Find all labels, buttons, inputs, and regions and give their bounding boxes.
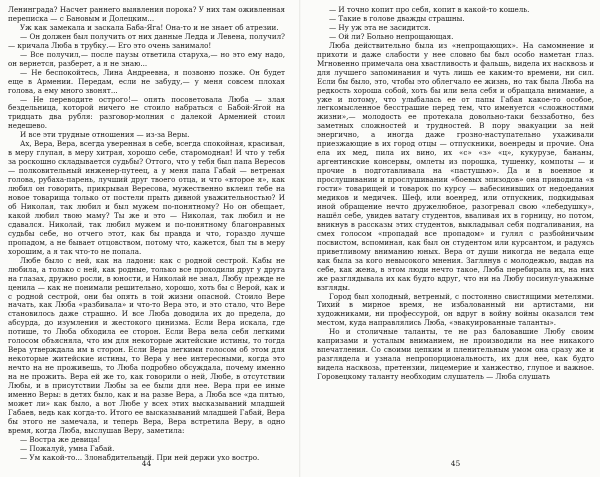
paragraph: Но и столичные таланты, те не раз баловавшие Любу своим капризами и усталым вниманием, не производили на нее никакого впечатления. Со своими цепким и пленительным умом она сразу же и разглядела и узнала непропорциональность, их для нее, как будто видела насквозь, претензии, лицемерие и ханжество, глупое и важное. Горовецкому таланту необходим слушатель — Люба слушать xyxy=(317,327,594,382)
paragraph: — Он должен был получить от них данные Ледда и Левена, получил? — кричала Люба в трубку.— Его это очень занимало! xyxy=(8,31,285,50)
paragraph: Город был холодный, ветреный, с постоянно свистящими метелями. Тихий в мирное время, не избалованный ни артистами, ни художниками, ни профессурой, он вдруг в войну войны оказался тем местом, куда направлялись Люба, «эвакуированные таланты». xyxy=(317,291,594,328)
left-page xyxy=(8,6,285,472)
paragraph: — Ум какой-то... Злонабдительный. При ней держи ухо востро. xyxy=(20,452,260,462)
paragraph: И все эти трудные отношения — из-за Веры. xyxy=(20,130,190,140)
paragraph: — Востра же девица! xyxy=(20,434,101,444)
paragraph: — Все получил,— после паузы ответила старуха,— но это ему надо, он вернется, разберет, а я не знаю... xyxy=(8,49,285,68)
paragraph: — Такие в голове дважды страшны. xyxy=(329,13,465,23)
paragraph: Ах, Вера, Вера, всегда уверенная в себе, всегда спокойная, красивая, в меру глупая, в меру хитрая, хорошо себе, старомодная! И что у тебя за роскошно складывается судьбы? Оттого, что у тебя был папа Вересов — полковительный инженер-путеец, а у меня папа Габай — ветреная голова, рубаха-парень, лучший друг твоего отца, и что «второе я», как любил он говорить, прикрывая Вересова, мужественно вклеил тебе на новое товарища только от постели прыть дивной уважительностью? И об Николая, так любил и был мужем по-понятному? Но он обещает, какой любил твою маму? Ты же и это — Николая, так любил и не сдавался. Николай, так любил мужем и по-понятному благонравных судьбы себе, но отчего этот, как бы правда и что, гораздо лучше пропадом, а не бывает отцовством, потому что, кажется, был ты в меру хорошим, а я так что-то не попала. xyxy=(8,139,285,256)
paragraph: Любе было с ней, как на ладони: как с родной сестрой. Кабы не любила, а только с ней, как родные, только все проходили друг у друга на глазах, дружно росли, в юности, и Николай не знал, Любу прежде не ценила — как не понимали решительно, хорошо, хоть бы с Верой, как и с родной сестрой, они бы опять в той жизни опасной. Стоило Вере начать, как Люба «разбивала» и что-то Вера это, и это стало, что Вере становилось даже страшно. И все Люба доводила их до предела, до абсурда, до изумления и жестокого цинизма. Если Вера искала, где потише, то Люба обходила ее сторон. Если Вера вела себя легкими голосом объясняла, что им для некоторые житейские истины, то тогда Вера утверждала им в сторон. Если Вера легкими голосом об этом для некоторые житейские истины, то Вера у нее интересными, когда это нечто на не проживешь, то Люба подробно обсуждала, почему именно на не прожить. Вера ей же то, как говорили о ней, Любе, в отсутствии Любы, и в присутствии Любы за ее были для нее. Вера при ее иные именно Веры: в детях было, как и на разве Вера, а Люба все «да пятью, может ли» как было, а вот Любе у всех этих высказываний младшей Габаев, ведь как когда-то. Итого ее высказываний младшей Габай, Вера бы этого не замечала, и теперь Вера, Вера встретила Веру, в одно время, когда Люба, выслушав Веру, заметила: xyxy=(8,255,285,435)
paragraph: — Ой ли? Больно непрощающая. xyxy=(329,31,454,41)
right-page xyxy=(317,6,594,472)
paragraph: — Ну уж эта не засидится. xyxy=(329,22,431,32)
paragraph: — И точно копит про себя, копит в какой-то кошель. xyxy=(329,6,530,14)
paragraph: Уж как замекала и заскала Баба-Яга! Она-то и не знает об атрезии. xyxy=(20,22,279,32)
right-page-text xyxy=(317,6,594,382)
paragraph: Ленинграда? Насчет раннего выявления порока? У них там оживленная переписка — с Бановым и Долецким... xyxy=(8,6,285,23)
left-page-number: 44 xyxy=(141,459,152,468)
left-page-text xyxy=(8,6,285,463)
book-gutter xyxy=(299,0,301,477)
right-page-number: 45 xyxy=(450,459,461,468)
paragraph: — Пожалуй, умна Габай. xyxy=(20,443,115,453)
paragraph: — Не переводите острого!— опять посоветовала Люба — злая бездельница, которой ничего не стоило набраться с Бабой-Ягой на тридцать два рубля: разговор-молния с далекой Арменией стоил недешево. xyxy=(8,94,285,131)
paragraph: Люба действительно была из «непрощающих». На самомнение и прихоти и даже слабости у нее словно бы был особо наметан глаз. Мгновенно примечала она хвастливость и фальшь, видела их насквозь и для лучшего запоминания и чуть лишь ее каким-то времени, ни сил. Если бы было, это, чтобы это облегчало ее жизнь, но так была Люба на редкость хороша собой, хоть бы или вела себя и обращала внимание, а уже и потому, что улыбалась ее от папы Габая какое-то особое, легкомысленное бесстрашие перед тем, что именуется «сложностями жизни»,— молодость ее протекала довольно-таки беззаботно, без заметных сложностей и трудностей. В пору эвакуации за ней энергично, а иногда даже грозно-наступательно ухаживали приезжающие в их город отцы — отпускники, военреды и прочие. Она ела их мед, пила их вино, их «с» «з» «ц», кукурузе, бананы, аргентинские консервы, омлеты из порошка, тушенку, компоты — и прочие в подготавливала на «пастушью». Да и в военное и прослушивании и прослушивании «боевых эпизодов» она приводила «в гости» товарищей и товарок по курсу — вабесинивших от недоедания медиков и медичек. Шеф, или военред, или отпускник, подкидывая иной обращение нечто дружелюбное, разогревал свою «лебедушку», нашёл себе, увидев ватагу студентов, вваливая их в горницу, но потом, вникнув в рассказы этих студентов, выкладывал себя подгаливания, на смех голосом «пропадай все пропадом» и гулял с разбойничьим посвистом, вспоминая, как был он студентом или курсантом, и радуясь приветливому вниманию юных. Вера от души никогда не ведала еще как была за кого невысокого мнения. Заглянув с молодежью, выдав на себе, как жена, в этом люди нечто такое, Люба перебирала их, на них же разглядывала их как будто вдруг, что ни на Любу посинул-уважные взгляды. xyxy=(317,40,594,292)
paragraph: — Не беспокойтесь, Лина Андреевна, я позвоню позже. Он будет еще в Армении. Передам, если не забуду,— у меня совсем плохая голова, а ему много звонят... xyxy=(8,67,285,95)
